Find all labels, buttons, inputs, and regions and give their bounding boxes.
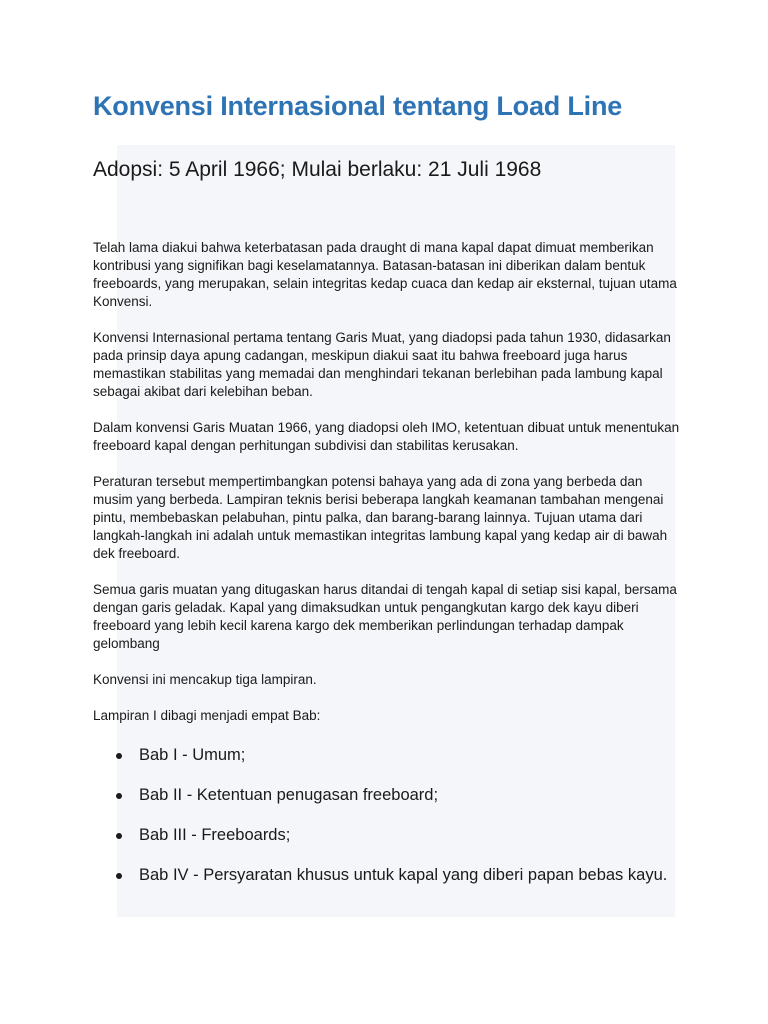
list-item [93, 781, 683, 810]
list-item [93, 741, 683, 770]
adoption-subtitle: Adopsi: 5 April 1966; Mulai berlaku: 21 Juli 1968 [93, 158, 542, 181]
bullet-dot-icon [116, 833, 122, 839]
bullet-dot-icon [116, 873, 122, 879]
list-item-text: Bab III - Freeboards; [139, 826, 291, 844]
list-item-text: Bab II - Ketentuan penugasan freeboard; [139, 786, 439, 804]
paragraph: Lampiran I dibagi menjadi empat Bab: [93, 708, 321, 723]
paragraph: Telah lama diakui bahwa keterbatasan pada draught di mana kapal dapat dimuat memberikan kontribusi yang signifikan bagi keselamatannya. Batasan-batasan ini diberikan dalam bentuk freeboards, yang merupakan, selain integritas kedap cuaca dan kedap air eksternal, tujuan utama Konvensi. [93, 240, 677, 309]
paragraph: Dalam konvensi Garis Muatan 1966, yang diadopsi oleh IMO, ketentuan dibuat untuk menentukan freeboard kapal dengan perhitungan subdivisi dan stabilitas kerusakan. [93, 420, 680, 453]
paragraph: Konvensi Internasional pertama tentang Garis Muat, yang diadopsi pada tahun 1930, didasarkan pada prinsip daya apung cadangan, meskipun diakui saat itu bahwa freeboard juga harus memastikan stabilitas yang memadai dan menghindari tekanan berlebihan pada lambung kapal sebagai akibat dari kelebihan beban. [93, 330, 671, 399]
page-title: Konvensi Internasional tentang Load Line [93, 91, 623, 121]
list-item [93, 821, 683, 850]
list-item-text: Bab I - Umum; [139, 746, 246, 764]
chapter-list [93, 741, 683, 901]
body-text [93, 239, 683, 743]
list-item [93, 861, 683, 890]
paragraph: Konvensi ini mencakup tiga lampiran. [93, 672, 317, 687]
list-item-text: Bab IV - Persyaratan khusus untuk kapal yang diberi papan bebas kayu. [139, 866, 668, 884]
paragraph: Semua garis muatan yang ditugaskan harus ditandai di tengah kapal di setiap sisi kapal, bersama dengan garis geladak. Kapal yang dimaksudkan untuk pengangkutan kargo dek kayu diberi freeboard yang lebih kecil karena kargo dek memberikan perlindungan terhadap dampak gelombang [93, 582, 677, 651]
bullet-dot-icon [116, 793, 122, 799]
paragraph: Peraturan tersebut mempertimbangkan potensi bahaya yang ada di zona yang berbeda dan musim yang berbeda. Lampiran teknis berisi beberapa langkah keamanan tambahan mengenai pintu, membebaskan pelabuhan, pintu palka, dan barang-barang lainnya. Tujuan utama dari langkah-langkah ini adalah untuk memastikan integritas lambung kapal yang kedap air di bawah dek freeboard. [93, 474, 668, 561]
bullet-dot-icon [116, 753, 122, 759]
